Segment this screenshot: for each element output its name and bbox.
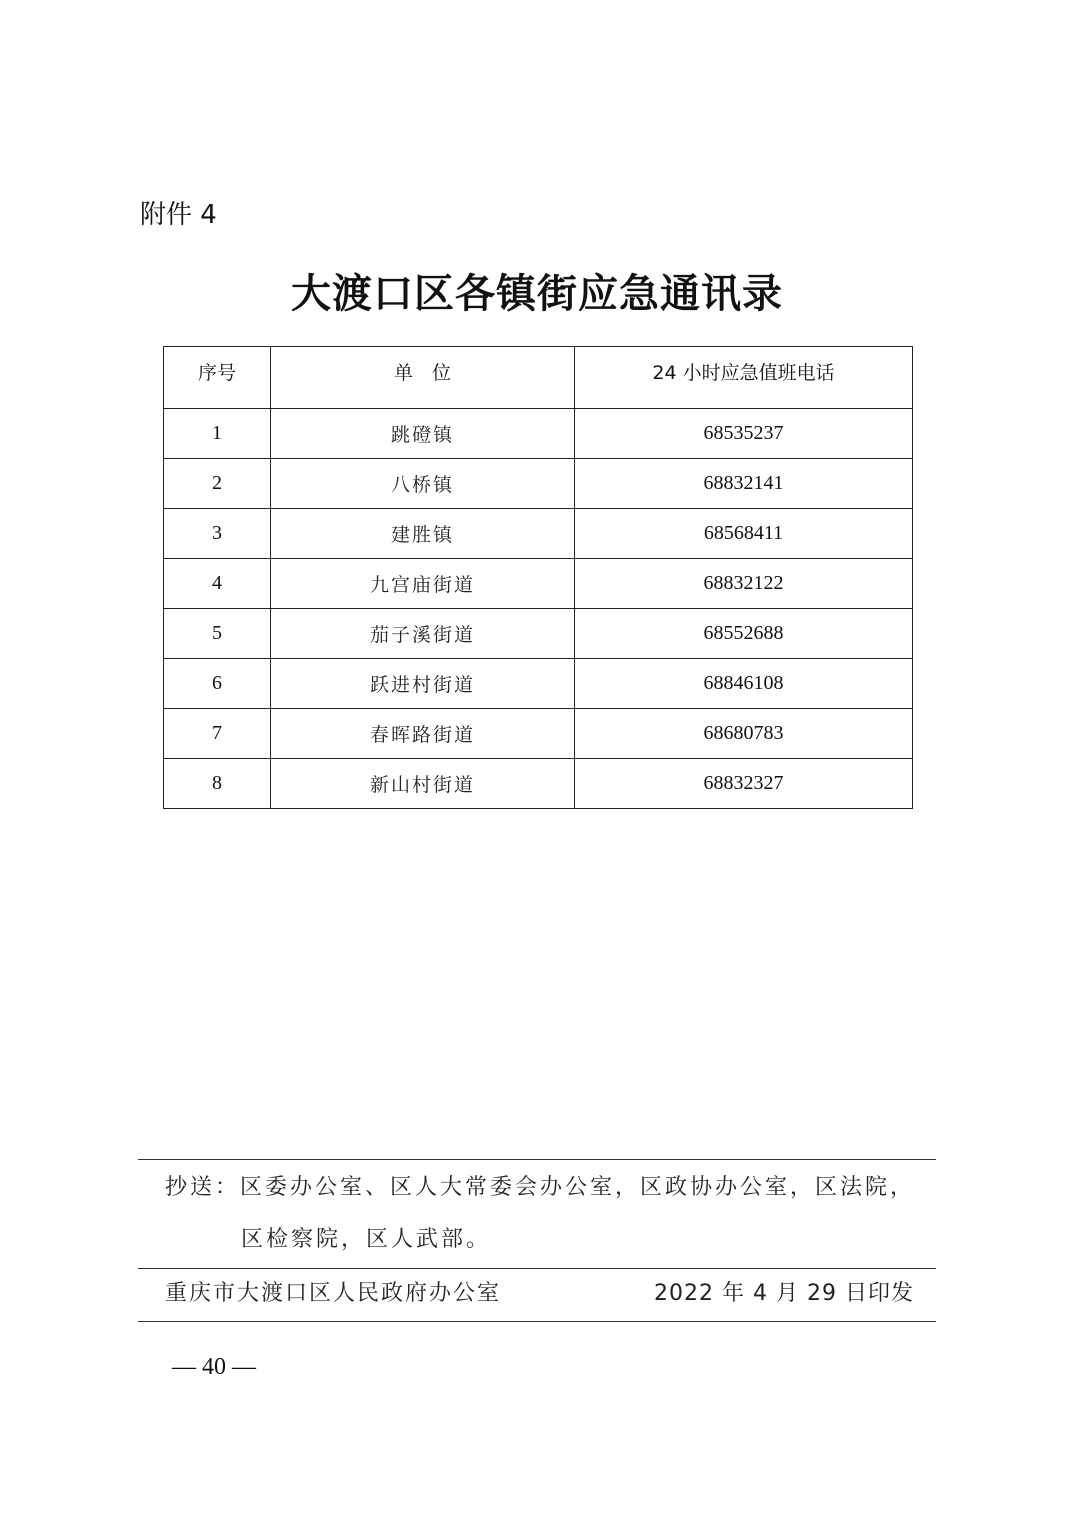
row-unit: 跃进村街道 [271,659,575,709]
row-number: 3 [164,509,271,559]
row-unit: 新山村街道 [271,759,575,809]
row-unit: 八桥镇 [271,459,575,509]
table-row [164,459,913,509]
row-phone: 68568411 [575,509,913,559]
row-number: 1 [164,409,271,459]
row-number: 2 [164,459,271,509]
attachment-label: 附件 4 [140,200,217,230]
row-number: 8 [164,759,271,809]
row-unit: 跳磴镇 [271,409,575,459]
row-number: 6 [164,659,271,709]
row-phone: 68535237 [575,409,913,459]
row-phone: 68846108 [575,659,913,709]
row-phone: 68832122 [575,559,913,609]
table-row [164,609,913,659]
header-number: 序号 [164,347,271,409]
cc-line-1: 抄送：区委办公室、区人大常委会办公室，区政协办公室，区法院， [165,1175,916,1200]
footer-bottom-rule [138,1321,936,1322]
table-row [164,659,913,709]
row-phone: 68832327 [575,759,913,809]
row-phone: 68832141 [575,459,913,509]
page-number: — 40 — [172,1354,256,1380]
footer-top-rule [138,1159,936,1160]
row-unit: 茄子溪街道 [271,609,575,659]
header-unit: 单 位 [271,347,575,409]
table-row [164,409,913,459]
issue-date: 2022 年 4 月 29 日印发 [654,1281,914,1306]
table-row [164,509,913,559]
row-unit: 九宫庙街道 [271,559,575,609]
row-number: 4 [164,559,271,609]
header-phone: 24 小时应急值班电话 [575,347,913,409]
row-number: 7 [164,709,271,759]
row-unit: 春晖路街道 [271,709,575,759]
table-row [164,759,913,809]
table-row [164,709,913,759]
table-row [164,559,913,609]
row-phone: 68552688 [575,609,913,659]
cc-line-2: 区检察院，区人武部。 [241,1227,492,1252]
contact-table [163,346,913,809]
issuing-office: 重庆市大渡口区人民政府办公室 [165,1281,502,1306]
footer-middle-rule [138,1268,936,1269]
row-unit: 建胜镇 [271,509,575,559]
row-phone: 68680783 [575,709,913,759]
document-title: 大渡口区各镇街应急通讯录 [291,270,783,317]
table-header-row [164,347,913,409]
row-number: 5 [164,609,271,659]
